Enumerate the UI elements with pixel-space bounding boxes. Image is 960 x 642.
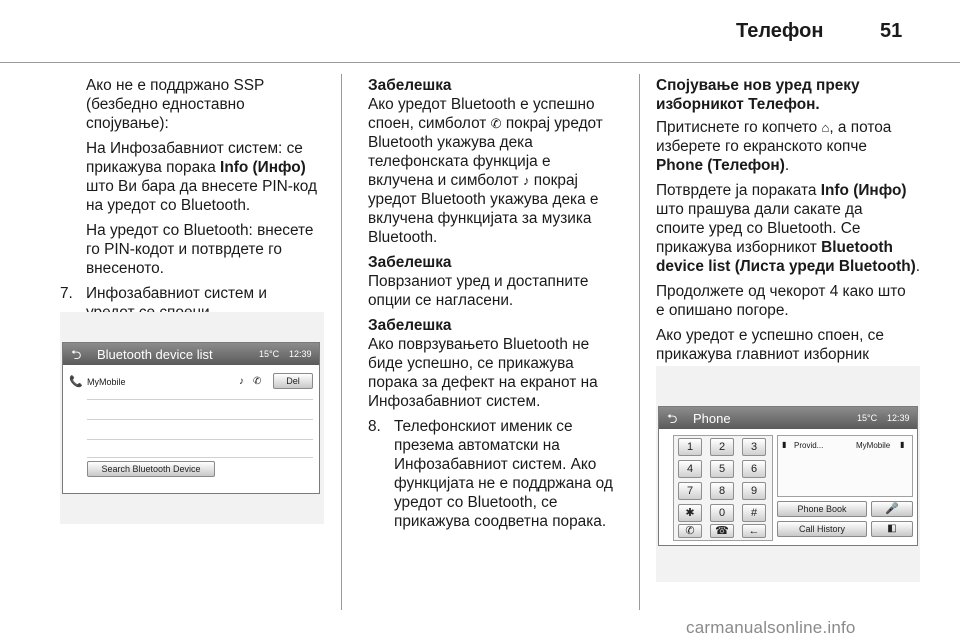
text-line: Инфозабавниот систем и bbox=[86, 285, 267, 302]
text-line: Телефонскиот именик се bbox=[394, 418, 573, 435]
signal-icon: ▮ bbox=[782, 440, 787, 449]
device-name[interactable]: MyMobile bbox=[87, 377, 126, 387]
ui-term: Bluetooth bbox=[821, 239, 893, 256]
mute-mic-icon[interactable]: 🎤 bbox=[871, 501, 913, 517]
backspace-icon[interactable]: ← bbox=[742, 524, 766, 538]
text-line: На Инфозабавниот систем: се bbox=[86, 140, 303, 157]
keypad bbox=[673, 435, 773, 541]
text-line: Ако уредот е успешно споен, се bbox=[656, 327, 884, 344]
text-line: споите уред со Bluetooth. Се bbox=[656, 220, 861, 237]
text-line: прикажува соодветна порака. bbox=[394, 513, 607, 530]
text-line: Инфозабавниот систем. Ако bbox=[394, 456, 597, 473]
text-line: Ако не е поддржано SSP bbox=[86, 77, 265, 94]
key-3[interactable]: 3 bbox=[742, 438, 766, 456]
section-heading: Спојување нов уред преку bbox=[656, 77, 860, 94]
text-line: телефонската функција е bbox=[368, 153, 551, 170]
text-line: прикажува порака bbox=[86, 159, 221, 176]
text-line: , а потоа bbox=[829, 119, 892, 136]
section-heading: изборникот Телефон. bbox=[656, 96, 820, 113]
ui-term: Info (Инфо) bbox=[220, 159, 306, 176]
text-line: прикажува изборникот bbox=[656, 239, 822, 256]
bt-device-list-screen bbox=[62, 342, 320, 494]
column-2 bbox=[368, 76, 636, 535]
key-6[interactable]: 6 bbox=[742, 460, 766, 478]
text-line: споен, симболот bbox=[368, 115, 491, 132]
list-divider bbox=[87, 399, 313, 400]
text-line: уредот со Bluetooth, се bbox=[394, 494, 558, 511]
page-number: 51 bbox=[880, 20, 903, 42]
provider-name: Provid... bbox=[794, 441, 824, 450]
ui-term: Info (Инфо) bbox=[820, 182, 907, 199]
text-line: Bluetooth укажува дека bbox=[368, 134, 533, 151]
screen-title: Bluetooth device list bbox=[97, 347, 213, 362]
column-1 bbox=[60, 76, 336, 326]
text-line: . bbox=[915, 258, 921, 275]
figure-phone-menu bbox=[656, 366, 920, 582]
screen-title-bar bbox=[63, 343, 319, 365]
text-line: вклучена функцијата за музика bbox=[368, 210, 592, 227]
column-3 bbox=[656, 76, 946, 383]
note-title: Забелешка bbox=[368, 254, 452, 271]
list-divider bbox=[87, 457, 313, 458]
screen-title-bar bbox=[659, 407, 917, 429]
hang-up-icon[interactable]: ☎ bbox=[710, 524, 734, 538]
ui-term: device list (Листа уреди Bluetooth) bbox=[656, 258, 916, 275]
note-title: Забелешка bbox=[368, 77, 452, 94]
column-divider bbox=[639, 74, 640, 610]
key-hash[interactable]: # bbox=[742, 504, 766, 522]
text-line: го PIN-кодот и потврдете го bbox=[86, 241, 282, 258]
step-number: 8. bbox=[368, 418, 381, 435]
key-0[interactable]: 0 bbox=[710, 504, 734, 522]
text-line: Ако поврзувањето Bluetooth не bbox=[368, 336, 590, 353]
phone-menu-screen bbox=[658, 406, 918, 546]
page-header-title: Телефон bbox=[736, 20, 824, 42]
text-line: вклучена и симболот bbox=[368, 172, 523, 189]
text-line: што Ви бара да внесете PIN-код bbox=[86, 178, 318, 195]
text-line: Продолжете од чекорот 4 како што bbox=[656, 283, 906, 300]
text-line: уредот Bluetooth укажува дека е bbox=[368, 191, 599, 208]
text-line: Bluetooth. bbox=[368, 229, 438, 246]
list-divider bbox=[87, 419, 313, 420]
text-line: што прашува дали сакате да bbox=[656, 201, 863, 218]
temperature: 15°C bbox=[857, 413, 878, 423]
music-note-icon: ♪ bbox=[522, 173, 530, 188]
text-line: е опишано погоре. bbox=[656, 302, 789, 319]
handsfree-icon[interactable]: ◧ bbox=[871, 521, 913, 537]
text-line: порака за дефект на екранот на bbox=[368, 374, 598, 391]
text-line: презема автоматски на bbox=[394, 437, 560, 454]
back-arrow-icon[interactable]: ⮌ bbox=[71, 347, 82, 362]
step-number: 7. bbox=[60, 285, 73, 302]
column-divider bbox=[341, 74, 342, 610]
del-button[interactable]: Del bbox=[273, 373, 313, 389]
signal-icon: ▮ bbox=[900, 440, 905, 449]
temperature: 15°C bbox=[259, 349, 280, 359]
text-line: биде успешно, се прикажува bbox=[368, 355, 574, 372]
key-9[interactable]: 9 bbox=[742, 482, 766, 500]
text-line: Поврзаниот уред и достапните bbox=[368, 273, 589, 290]
text-line: покрај уредот bbox=[501, 115, 603, 132]
text-line: функцијата не е поддржана од bbox=[394, 475, 613, 492]
text-line: опции се нагласени. bbox=[368, 292, 514, 309]
clock: 12:39 bbox=[887, 413, 910, 423]
search-bluetooth-device-button[interactable]: Search Bluetooth Device bbox=[87, 461, 215, 477]
list-divider bbox=[87, 439, 313, 440]
text-line: Инфозабавниот систем. bbox=[368, 393, 541, 410]
call-history-button[interactable]: Call History bbox=[777, 521, 867, 537]
phone-book-button[interactable]: Phone Book bbox=[777, 501, 867, 517]
text-line: покрај bbox=[529, 172, 578, 189]
text-line: на уредот со Bluetooth. bbox=[86, 197, 251, 214]
clock: 12:39 bbox=[289, 349, 312, 359]
key-1[interactable]: 1 bbox=[678, 438, 702, 456]
key-2[interactable]: 2 bbox=[710, 438, 734, 456]
text-line: прикажува главниот изборник bbox=[656, 346, 870, 363]
key-5[interactable]: 5 bbox=[710, 460, 734, 478]
header-rule bbox=[0, 62, 960, 63]
watermark: carmanualsonline.info bbox=[686, 618, 856, 637]
key-8[interactable]: 8 bbox=[710, 482, 734, 500]
key-star[interactable]: ✱ bbox=[678, 504, 702, 522]
key-7[interactable]: 7 bbox=[678, 482, 702, 500]
note-title: Забелешка bbox=[368, 317, 452, 334]
call-icon[interactable]: ✆ bbox=[678, 524, 702, 538]
screen-title: Phone bbox=[693, 411, 731, 426]
back-arrow-icon[interactable]: ⮌ bbox=[667, 411, 678, 426]
text-line: спојување): bbox=[86, 115, 169, 132]
ui-term: Phone (Телефон) bbox=[656, 157, 785, 174]
text-line: (безбедно едноставно bbox=[86, 96, 245, 113]
text-line: Потврдете ја пораката bbox=[656, 182, 821, 199]
status-panel bbox=[777, 435, 913, 497]
home-icon: ⌂ bbox=[821, 120, 830, 135]
phone-connected-icon: ✆ bbox=[253, 376, 262, 387]
text-line: Притиснете го копчето bbox=[656, 119, 822, 136]
music-note-icon: ♪ bbox=[239, 376, 244, 387]
phone-icon: ✆ bbox=[490, 116, 502, 131]
text-line: Ако уредот Bluetooth е успешно bbox=[368, 96, 595, 113]
device-name: MyMobile bbox=[856, 441, 891, 450]
phone-icon: 📞 bbox=[69, 376, 83, 388]
text-line: внесеното. bbox=[86, 260, 164, 277]
text-line: . bbox=[784, 157, 790, 174]
figure-bt-device-list bbox=[60, 312, 324, 524]
text-line: На уредот со Bluetooth: внесете bbox=[86, 222, 314, 239]
text-line: изберете го екранското копче bbox=[656, 138, 867, 155]
key-4[interactable]: 4 bbox=[678, 460, 702, 478]
